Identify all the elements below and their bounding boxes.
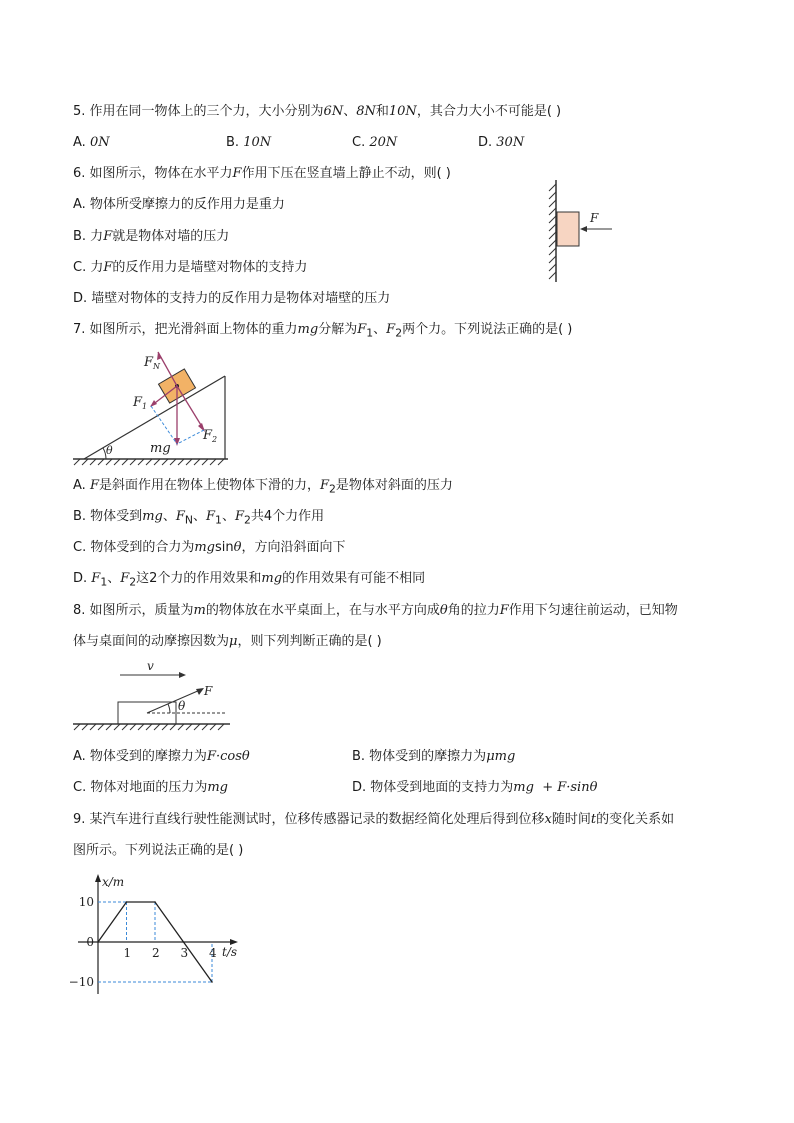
- q7-option-d[interactable]: D. $F_1$、$F_2$这2个力的作用效果和mg的作用效果有可能不相同: [73, 571, 426, 589]
- q5-option-b[interactable]: B. 10N: [226, 135, 272, 150]
- q5-option-a[interactable]: A. 0N: [73, 135, 110, 150]
- q7-option-a[interactable]: A. F是斜面作用在物体上使物体下滑的力，$F_2$是物体对斜面的压力: [73, 478, 453, 496]
- f-label: F: [204, 684, 213, 698]
- q8-option-a[interactable]: A. 物体受到的摩擦力为F·cosθ: [73, 749, 250, 764]
- theta-label: θ: [106, 444, 113, 457]
- q6-stem: 6. 如图所示，物体在水平力F作用下压在竖直墙上静止不动，则( ): [73, 166, 451, 181]
- q8-option-c[interactable]: C. 物体对地面的压力为mg: [73, 780, 228, 795]
- f2-label: $F_2$: [203, 428, 218, 444]
- v-label: v: [147, 659, 154, 673]
- q5-stem: 5. 作用在同一物体上的三个力，大小分别为6N、8N和10N，其合力大小不可能是( ): [73, 104, 562, 119]
- q8-option-b[interactable]: B. 物体受到的摩擦力为μmg: [352, 749, 516, 764]
- q6-option-d[interactable]: D. 墙壁对物体的支持力的反作用力是物体对墙壁的压力: [73, 291, 391, 306]
- q8-figure-block-pull: [70, 657, 235, 739]
- q6-option-c[interactable]: C. 力F的反作用力是墙壁对物体的支持力: [73, 260, 308, 275]
- q6-option-a[interactable]: A. 物体所受摩擦力的反作用力是重力: [73, 197, 285, 212]
- fn-label: $F_N$: [144, 355, 161, 371]
- force-label: F: [590, 211, 599, 225]
- x-tick-label: 3: [180, 946, 189, 960]
- y-tick-label: 0: [86, 935, 94, 949]
- y-tick-label: 10: [78, 895, 94, 909]
- x-tick-label: 4: [209, 946, 217, 960]
- q9-stem-line2: 图所示。下列说法正确的是( ): [73, 843, 244, 858]
- y-tick-label: −10: [68, 975, 94, 989]
- q7-figure-incline: [70, 346, 235, 466]
- q7-stem: 7. 如图所示，把光滑斜面上物体的重力mg分解为$F_1$、$F_2$两个力。下列说法正确的是( ): [73, 322, 573, 340]
- x-tick-label: 1: [123, 946, 132, 960]
- f1-label: $F_1$: [133, 395, 148, 411]
- q8-option-d[interactable]: D. 物体受到地面的支持力为mg + F·sinθ: [352, 780, 598, 795]
- q6-figure-wall-block: [538, 178, 628, 286]
- x-axis-label: t/s: [222, 945, 238, 959]
- f2-arrow: [177, 386, 204, 430]
- q9-xt-chart: [68, 870, 244, 1000]
- q7-option-b[interactable]: B. 物体受到mg、$F_N$、$F_1$、$F_2$共4个力作用: [73, 509, 325, 527]
- q9-stem-line1: 9. 某汽车进行直线行驶性能测试时，位移传感器记录的数据经简化处理后得到位移x随时间t的变化关系如: [73, 812, 675, 827]
- y-axis-label: x/m: [102, 875, 125, 889]
- q5-option-d[interactable]: D. 30N: [478, 135, 525, 150]
- q8-stem-line1: 8. 如图所示，质量为m的物体放在水平桌面上，在与水平方向成θ角的拉力F作用下匀速往前运动，已知物: [73, 603, 678, 618]
- block: [557, 212, 579, 246]
- q7-option-c[interactable]: C. 物体受到的合力为mgsinθ，方向沿斜面向下: [73, 540, 346, 555]
- x-tick-label: 2: [152, 946, 160, 960]
- q8-stem-line2: 体与桌面间的动摩擦因数为μ，则下列判断正确的是( ): [73, 634, 382, 649]
- mg-label: mg: [150, 441, 171, 456]
- q6-option-b[interactable]: B. 力F就是物体对墙的压力: [73, 229, 230, 244]
- q5-option-c[interactable]: C. 20N: [352, 135, 398, 150]
- theta-label: θ: [178, 699, 186, 713]
